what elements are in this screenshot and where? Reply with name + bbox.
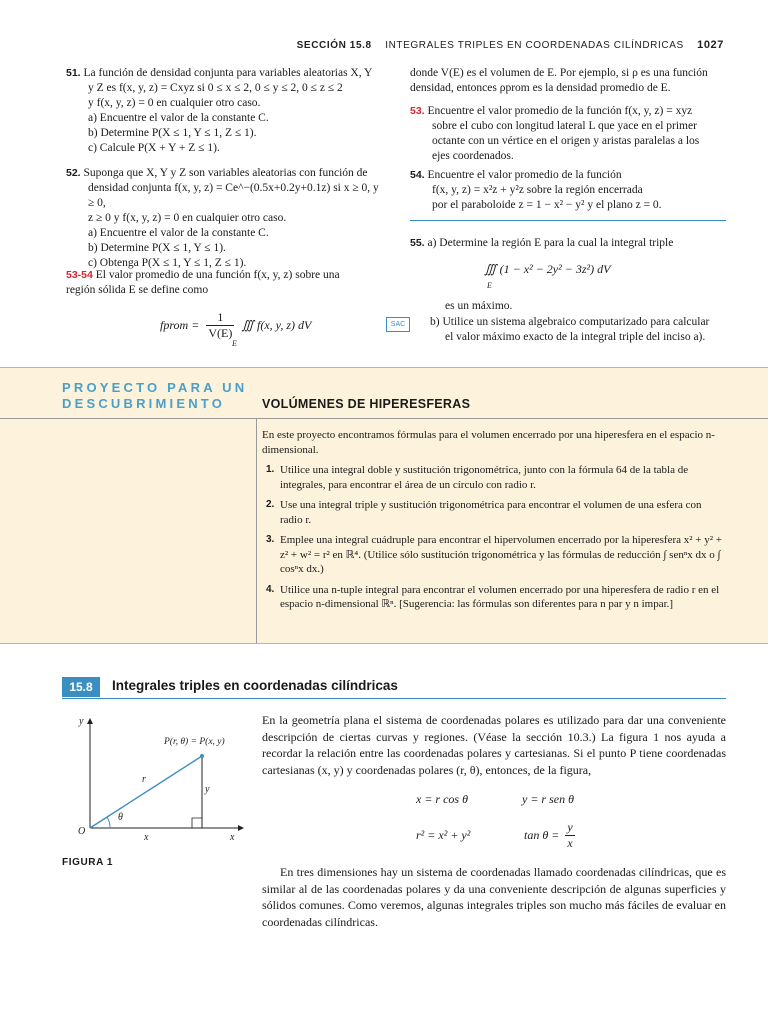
column-divider bbox=[410, 220, 726, 221]
x-axis-arrow-icon bbox=[238, 825, 244, 831]
exercise-item: b) Determine P(X ≤ 1, Y ≤ 1, Z ≤ 1). bbox=[88, 127, 257, 139]
label-y-side: y bbox=[205, 784, 210, 795]
section-paragraph-1: En la geometría plana el sistema de coordenadas polares es utilizado para dar una conveniente descripción de ciertas curvas y regiones. (Véase la sección 10.3.) La figura 1 nos ayuda a recordar la relación entre las coordenadas polares y cartesianas. Si el punto P tiene coordenadas cartesianas (x, y) y coordenadas polares (r, θ), entonces, de la figura, bbox=[262, 713, 726, 777]
exercise-54 bbox=[410, 168, 730, 213]
fraction-numerator: 1 bbox=[206, 310, 234, 326]
equation-y: y = r sen θ bbox=[522, 792, 574, 806]
project-item bbox=[262, 498, 722, 527]
exercise-item: c) Obtenga P(X ≤ 1, Y ≤ 1, Z ≤ 1). bbox=[88, 257, 247, 269]
average-formula bbox=[160, 310, 312, 348]
exercise-line: a) Determine la región E para la cual la integral triple bbox=[427, 237, 674, 249]
section-paragraph-2: En tres dimensiones hay un sistema de coordenadas llamado coordenadas cilíndricas, que es similar al de las coordenadas polares y da una conveniente descripción de algunas superficies y sólidos comunes. Como veremos, algunas integrales triples son mucho más fáciles de evaluar en coordenadas cilíndricas. bbox=[262, 865, 726, 929]
exercise-line: octante con un vértice en el origen y aristas paralelas a los bbox=[432, 135, 700, 147]
equation-tan bbox=[524, 820, 575, 851]
exercise-53 bbox=[410, 104, 730, 164]
exercise-line: por el paraboloide z = 1 − x² − y² y el plano z = 0. bbox=[432, 199, 662, 211]
exercise-line: ejes coordenados. bbox=[432, 150, 514, 162]
running-header bbox=[297, 38, 724, 53]
formula-lhs: fprom = bbox=[160, 318, 200, 332]
exercise-line: el valor máximo exacto de la integral triple del inciso a). bbox=[445, 331, 706, 343]
text-line: densidad, entonces ρprom es la densidad promedio de E. bbox=[410, 82, 671, 94]
project-column-rule bbox=[256, 418, 257, 643]
exercise-line: Encuentre el valor promedio de la función bbox=[427, 169, 622, 181]
tan-fraction bbox=[565, 820, 574, 851]
project-item-text: Emplee una integral cuádruple para encontrar el hipervolumen encerrado por la hiperesfera x² + y² + z² + w² = r² en ℝ⁴. (Utilice sólo sustitución trigonométrica y las fórmulas de reducción ∫ senⁿx dx o ∫ cosⁿx dx.) bbox=[280, 534, 722, 575]
project-item bbox=[262, 463, 722, 492]
exercise-number: 52. bbox=[66, 167, 81, 179]
exercise-item: c) Calcule P(X + Y + Z ≤ 1). bbox=[88, 142, 220, 154]
label-y-axis: y bbox=[79, 716, 84, 727]
exercise-item: b) Determine P(X ≤ 1, Y ≤ 1). bbox=[88, 242, 226, 254]
continued-text bbox=[410, 66, 730, 96]
exercise-line: y f(x, y, z) = 0 en cualquier otro caso. bbox=[88, 97, 261, 109]
project-item-number: 4. bbox=[266, 583, 275, 595]
label-origin: O bbox=[78, 826, 86, 837]
project-intro: En este proyecto encontramos fórmulas para el volumen encerrado por una hiperesfera en el espacio n-dimensional. bbox=[262, 429, 715, 456]
label-x-side: x bbox=[144, 832, 149, 842]
exercise-line: densidad conjunta f(x, y, z) = Ce^−(0.5x+0.2y+0.1z) si x ≥ 0, y ≥ 0, bbox=[88, 182, 379, 209]
project-item-number: 2. bbox=[266, 499, 275, 510]
exercise-line: f(x, y, z) = x²z + y²z sobre la región encerrada bbox=[432, 184, 643, 196]
tan-denominator: x bbox=[567, 836, 573, 850]
exercise-item: a) Encuentre el valor de la constante C. bbox=[88, 227, 269, 239]
label-point: P(r, θ) = P(x, y) bbox=[164, 737, 225, 747]
project-heading: VOLÚMENES DE HIPERESFERAS bbox=[262, 397, 471, 411]
section-rule bbox=[62, 698, 726, 699]
project-item-text: Use una integral triple y sustitución trigonométrica para encontrar el volumen de una esfera con radio r. bbox=[280, 499, 702, 526]
project-item-number: 3. bbox=[266, 534, 275, 545]
project-top-rule bbox=[0, 367, 768, 368]
exercise-number: 51. bbox=[66, 67, 81, 79]
exercise-item: a) Encuentre el valor de la constante C. bbox=[88, 112, 269, 124]
exercise-51 bbox=[66, 66, 386, 156]
label-x-axis: x bbox=[230, 832, 235, 842]
project-body bbox=[262, 428, 722, 618]
exercise-line: El valor promedio de una función f(x, y, z) sobre una bbox=[95, 269, 340, 281]
exercise-line: Encuentre el valor promedio de la función f(x, y, z) = xyz bbox=[427, 105, 693, 117]
exercise-line: sobre el cubo con longitud lateral L que yace en el primer bbox=[432, 120, 697, 132]
project-bottom-rule bbox=[0, 643, 768, 644]
formula-rhs: ∭ f(x, y, z) dV bbox=[241, 318, 312, 332]
triple-integral: ∭ (1 − x² − 2y² − 3z²) dV bbox=[484, 262, 611, 276]
project-label bbox=[62, 380, 247, 412]
section-title: Integrales triples en coordenadas cilíndricas bbox=[112, 678, 398, 693]
exercise-number: 53-54 bbox=[66, 269, 93, 281]
figure-caption: FIGURA 1 bbox=[62, 857, 114, 868]
header-title: INTEGRALES TRIPLES EN COORDENADAS CILÍNDRICAS bbox=[385, 40, 684, 51]
exercise-line: z ≥ 0 y f(x, y, z) = 0 en cualquier otro caso. bbox=[88, 212, 287, 224]
exercise-line: b) Utilice un sistema algebraico computarizado para calcular bbox=[430, 316, 710, 328]
label-r: r bbox=[142, 774, 146, 785]
project-item-text: Utilice una n-tuple integral para encontrar el volumen encerrado por una hiperesfera de radio r en el espacio n-dimensional ℝⁿ. [Sugerencia: las fórmulas son diferentes para n par y n impar.] bbox=[280, 583, 720, 610]
project-item-number: 1. bbox=[266, 464, 275, 475]
project-item bbox=[262, 533, 722, 577]
theta-arc bbox=[107, 817, 110, 828]
formula-subscript: E bbox=[232, 339, 237, 348]
exercise-line: región sólida E se define como bbox=[66, 284, 209, 296]
label-theta: θ bbox=[118, 812, 123, 823]
header-section: SECCIÓN 15.8 bbox=[296, 40, 372, 51]
exercise-number: 55. bbox=[410, 237, 425, 249]
formula-fraction bbox=[206, 310, 234, 341]
polar-figure bbox=[62, 712, 252, 842]
exercise-line: es un máximo. bbox=[445, 300, 513, 312]
tan-lhs: tan θ = bbox=[524, 828, 560, 842]
project-item bbox=[262, 583, 722, 612]
project-label-line: DESCUBRIMIENTO bbox=[62, 396, 226, 411]
right-angle-mark bbox=[192, 818, 202, 828]
exercise-line: La función de densidad conjunta para variables aleatorias X, Y bbox=[83, 67, 373, 79]
exercise-line: y Z es f(x, y, z) = Cxyz si 0 ≤ x ≤ 2, 0 ≤ y ≤ 2, 0 ≤ z ≤ 2 bbox=[88, 82, 343, 94]
exercise-53-54-intro bbox=[66, 268, 386, 298]
text-line: donde V(E) es el volumen de E. Por ejemplo, si ρ es una función bbox=[410, 67, 708, 79]
project-header-rule bbox=[0, 418, 768, 419]
exercise-52 bbox=[66, 166, 386, 271]
tan-numerator: y bbox=[567, 820, 573, 834]
sac-badge: SAC bbox=[386, 317, 410, 332]
y-axis-arrow-icon bbox=[87, 718, 93, 724]
exercise-number: 53. bbox=[410, 105, 425, 117]
exercise-line: Suponga que X, Y y Z son variables aleatorias con función de bbox=[83, 167, 368, 179]
project-label-line: PROYECTO PARA UN bbox=[62, 380, 248, 395]
equation-r-squared: r² = x² + y² bbox=[416, 828, 471, 842]
integral-subscript: E bbox=[487, 281, 492, 290]
exercise-55 bbox=[410, 236, 730, 251]
fraction-denominator: V(E) bbox=[208, 326, 233, 340]
equation-x: x = r cos θ bbox=[416, 792, 468, 806]
page-number: 1027 bbox=[697, 39, 724, 51]
point-p bbox=[200, 754, 204, 758]
exercise-number: 54. bbox=[410, 169, 425, 181]
project-item-text: Utilice una integral doble y sustitución trigonométrica, junto con la fórmula 64 de la tabla de integrales, para encontrar el área de un círculo con radio r. bbox=[280, 464, 689, 491]
section-badge: 15.8 bbox=[62, 677, 100, 697]
